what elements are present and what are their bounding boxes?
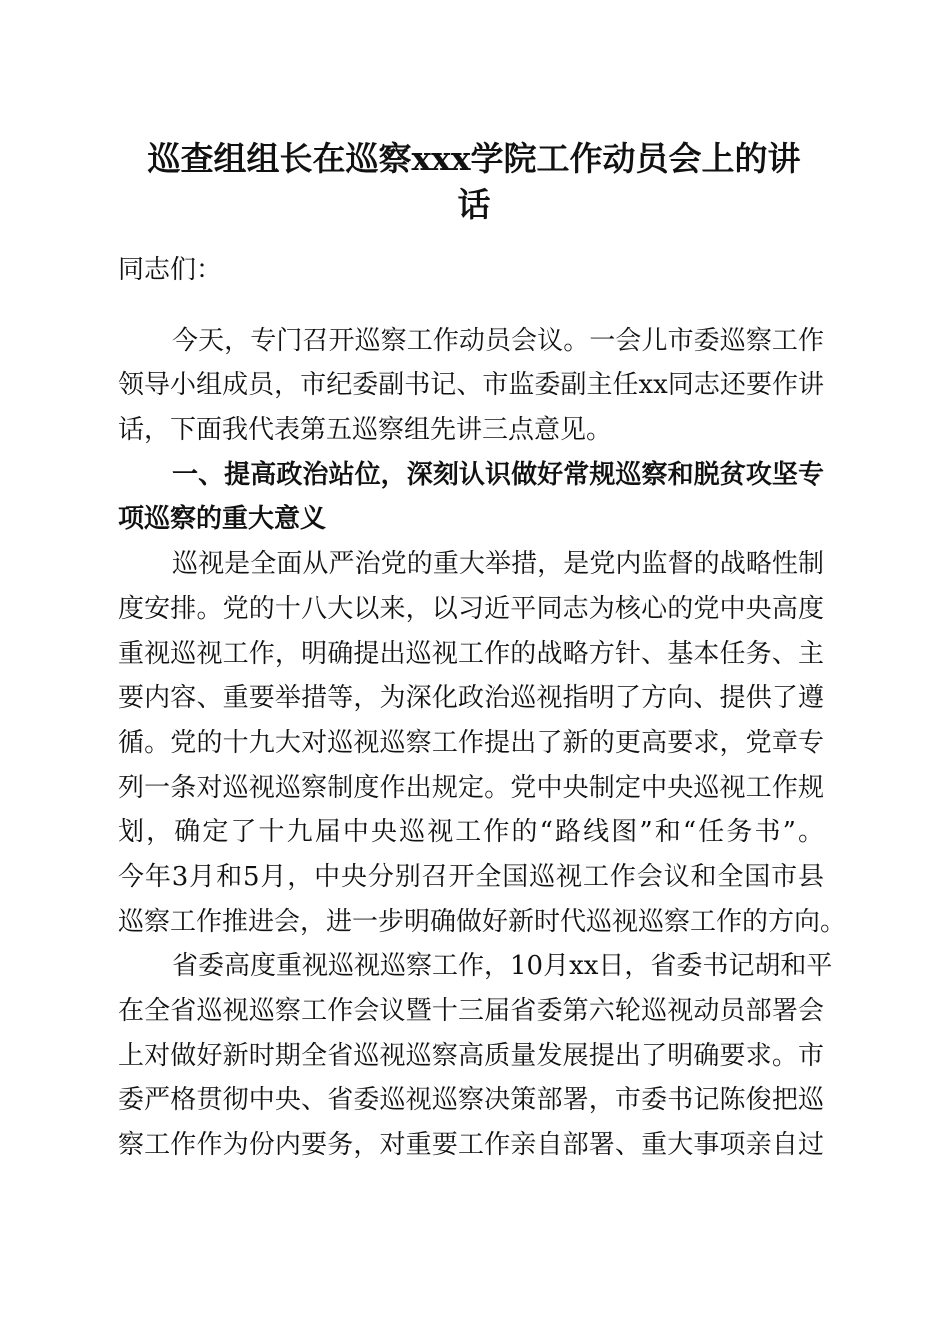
document-body xyxy=(118,248,847,1168)
text-line: 省委高度重视巡视巡察工作，10月xx日，省委书记胡和平 xyxy=(172,951,833,982)
section-heading xyxy=(118,453,824,542)
paragraph xyxy=(118,319,824,453)
text-line: 列一条对巡视巡察制度作出规定。党中央制定中央巡视工作规 xyxy=(118,772,824,803)
text-line: 巡察工作推进会，进一步明确做好新时代巡视巡察工作的方向。 xyxy=(118,906,847,937)
title-line-2: 话 xyxy=(457,185,491,224)
text-line: 要内容、重要举措等，为深化政治巡视指明了方向、提供了遵 xyxy=(118,683,824,714)
spacer xyxy=(118,293,824,319)
document-title xyxy=(118,136,830,228)
text-line: 一、提高政治站位，深刻认识做好常规巡察和脱贫攻坚专 xyxy=(172,459,824,490)
text-line: 今年3月和5月，中央分别召开全国巡视工作会议和全国市县 xyxy=(118,861,824,892)
paragraph xyxy=(118,944,833,1167)
text-line: 察工作作为份内要务，对重要工作亲自部署、重大事项亲自过 xyxy=(118,1130,824,1161)
text-line: 度安排。党的十八大以来，以习近平同志为核心的党中央高度 xyxy=(118,593,824,624)
text-line: 领导小组成员，市纪委副书记、市监委副主任xx同志还要作讲 xyxy=(118,370,824,401)
text-line: 循。党的十九大对巡视巡察工作提出了新的更高要求，党章专 xyxy=(118,727,824,758)
text-line: 划，确定了十九届中央巡视工作的“路线图”和“任务书”。 xyxy=(118,817,824,848)
title-line-1: 巡查组组长在巡察xxx学院工作动员会上的讲 xyxy=(147,139,801,178)
paragraph xyxy=(118,542,847,944)
text-line: 巡视是全面从严治党的重大举措，是党内监督的战略性制 xyxy=(172,549,824,580)
text-line: 话，下面我代表第五巡察组先讲三点意见。 xyxy=(118,415,613,446)
text-line: 重视巡视工作，明确提出巡视工作的战略方针、基本任务、主 xyxy=(118,638,824,669)
paragraphs xyxy=(118,319,847,1168)
text-line: 项巡察的重大意义 xyxy=(118,504,327,535)
text-line: 委严格贯彻中央、省委巡视巡察决策部署，市委书记陈俊把巡 xyxy=(118,1085,824,1116)
text-line: 在全省巡视巡察工作会议暨十三届省委第六轮巡视动员部署会 xyxy=(118,996,824,1026)
salutation: 同志们： xyxy=(118,255,223,285)
text-line: 今天，专门召开巡察工作动员会议。一会儿市委巡察工作 xyxy=(172,325,824,356)
text-line: 上对做好新时期全省巡视巡察高质量发展提出了明确要求。市 xyxy=(118,1040,824,1071)
